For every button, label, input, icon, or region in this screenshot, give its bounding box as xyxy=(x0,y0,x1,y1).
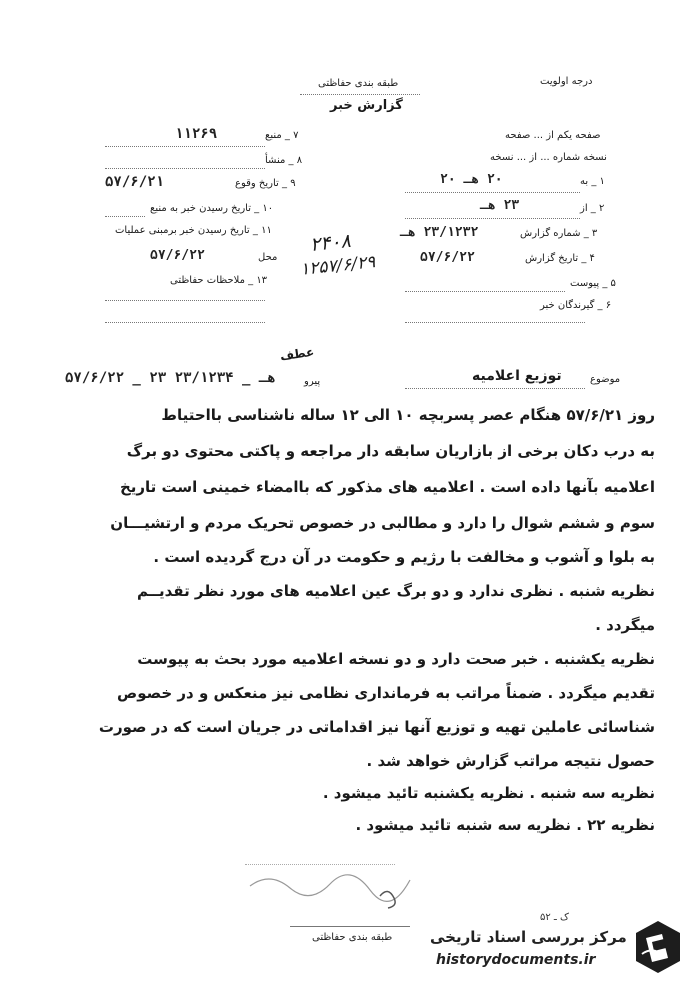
body-line-12: نظریه سه شنبه . نظریه یکشنبه تائید میشود . xyxy=(322,784,655,802)
ref-value: ۵۷/۶/۲۲ _ ۲۳ هـ _ ۲۳/۱۲۳۴ xyxy=(65,370,276,386)
body-line-7: میگردد . xyxy=(595,616,655,634)
field-attachment-dots xyxy=(405,291,565,292)
field-from-dots xyxy=(405,218,580,219)
signature-line-1 xyxy=(245,848,395,865)
field-from-label: ۲ _ از xyxy=(580,203,605,214)
footer-code: ک ـ ۵۲ xyxy=(540,912,569,923)
field-source-label: ۷ _ منبع xyxy=(265,130,299,141)
footer-rule xyxy=(290,926,410,927)
body-line-13: نظریه ۲۲ . نظریه سه شنبه تائید میشود . xyxy=(355,816,655,834)
field-report-no-value: ۲۳/۱۲۳۲ هـ xyxy=(400,225,479,240)
field-report-date-value: ۵۷/۶/۲۲ xyxy=(420,250,475,265)
priority-label: درجه اولویت xyxy=(540,76,593,87)
pages-label: صفحه یکم از ... صفحه xyxy=(505,130,601,141)
watermark-title: مرکز بررسی اسناد تاریخی xyxy=(430,928,627,946)
field-report-no-label: ۳ _ شماره گزارش xyxy=(520,228,598,239)
body-line-4: سوم و ششم شوال را دارد و مطالبی در خصوص تحریک مردم و ارتشیـــان xyxy=(110,514,655,532)
report-title: گزارش خبر xyxy=(330,98,403,113)
archive-logo-icon xyxy=(632,918,684,976)
field-origin-label: ۸ _ منشأ xyxy=(265,155,303,166)
ref-stamp: عطف xyxy=(279,344,315,364)
classification-dots xyxy=(300,94,420,95)
field-place-label: محل xyxy=(258,252,278,263)
handwritten-note-1: ۲۴۰۸ xyxy=(308,229,352,257)
field-to-dots xyxy=(405,192,580,193)
field-report-date-label: ۴ _ تاریخ گزارش xyxy=(525,253,595,264)
field-arrival-source-label: ۱۰ _ تاریخ رسیدن خبر به منبع xyxy=(150,203,274,214)
field-notes-label: ۱۳ _ ملاحظات حفاظتی xyxy=(170,275,268,286)
signature-scribble xyxy=(240,866,420,912)
ref-label: پیرو xyxy=(304,376,321,387)
field-source-dots xyxy=(105,146,265,147)
footer-classification-label: طبقه بندی حفاظتی xyxy=(312,932,393,943)
field-attachment-label: ۵ _ پیوست xyxy=(570,278,616,289)
field-recipients-label: ۶ _ گیرندگان خبر xyxy=(540,300,612,311)
subject-value: توزیع اعلامیه xyxy=(472,368,562,384)
body-line-2: به درب دکان برخی از بازاریان سابقه دار مراجعه و پاکتی محتوی دو برگ xyxy=(126,442,655,460)
field-source-value: ۱۱۲۶۹ xyxy=(175,126,218,142)
body-line-5: به بلوا و آشوب و مخالفت با رژیم و حکومت در آن درج گردیده است . xyxy=(153,548,655,566)
watermark-url: historydocuments.ir xyxy=(436,952,596,968)
field-to-value: ۲۰ هـ ۲۰ xyxy=(440,172,503,187)
field-notes-dots-1 xyxy=(105,300,265,301)
field-arrival-ops-label: ۱۱ _ تاریخ رسیدن خبر برمبنی عملیات xyxy=(115,225,272,236)
field-place-value: ۵۷/۶/۲۲ xyxy=(150,248,205,263)
field-occurrence-label: ۹ _ تاریخ وقوع xyxy=(235,178,296,189)
field-arrival-source-dots xyxy=(105,216,145,217)
body-line-1: روز ۵۷/۶/۲۱ هنگام عصر پسربچه ۱۰ الی ۱۲ ساله ناشناسی بااحتیاط xyxy=(161,406,655,424)
field-to-label: ۱ _ به xyxy=(580,176,605,187)
field-origin-dots xyxy=(105,168,265,169)
body-line-3: اعلامیه بآنها داده است . اعلامیه های مذکور که باامضاء خمینی است تاریخ xyxy=(119,478,655,496)
field-notes-dots-2 xyxy=(105,322,265,323)
body-line-6: نظریه شنبه . نظری ندارد و دو برگ عین اعلامیه های مورد نظر تقدیــم xyxy=(136,582,655,600)
field-recipients-dots xyxy=(405,322,585,323)
field-occurrence-value: ۵۷/۶/۲۱ xyxy=(105,174,165,190)
body-line-11: حصول نتیجه مراتب گزارش خواهد شد . xyxy=(366,752,655,770)
subject-dots xyxy=(405,388,585,389)
body-line-10: شناسائی عاملین تهیه و توزیع آنها نیز اقداماتی در جریان است که در صورت xyxy=(98,718,655,736)
classification-label: طبقه بندی حفاظتی xyxy=(318,78,399,89)
body-line-8: نظریه یکشنبه . خبر صحت دارد و دو نسخه اعلامیه مورد بحث به پیوست xyxy=(137,650,655,668)
subject-label: موضوع xyxy=(590,374,621,385)
copy-label: نسخه شماره ... از ... نسخه xyxy=(490,152,607,163)
field-from-value: ۲۳ هـ xyxy=(480,198,520,213)
body-line-9: تقدیم میگردد . ضمناً مراتب به فرمانداری نظامی نیز منعکس و در خصوص xyxy=(117,684,655,702)
handwritten-note-2: ۱۲۵۷/۶/۲۹ xyxy=(299,252,377,280)
